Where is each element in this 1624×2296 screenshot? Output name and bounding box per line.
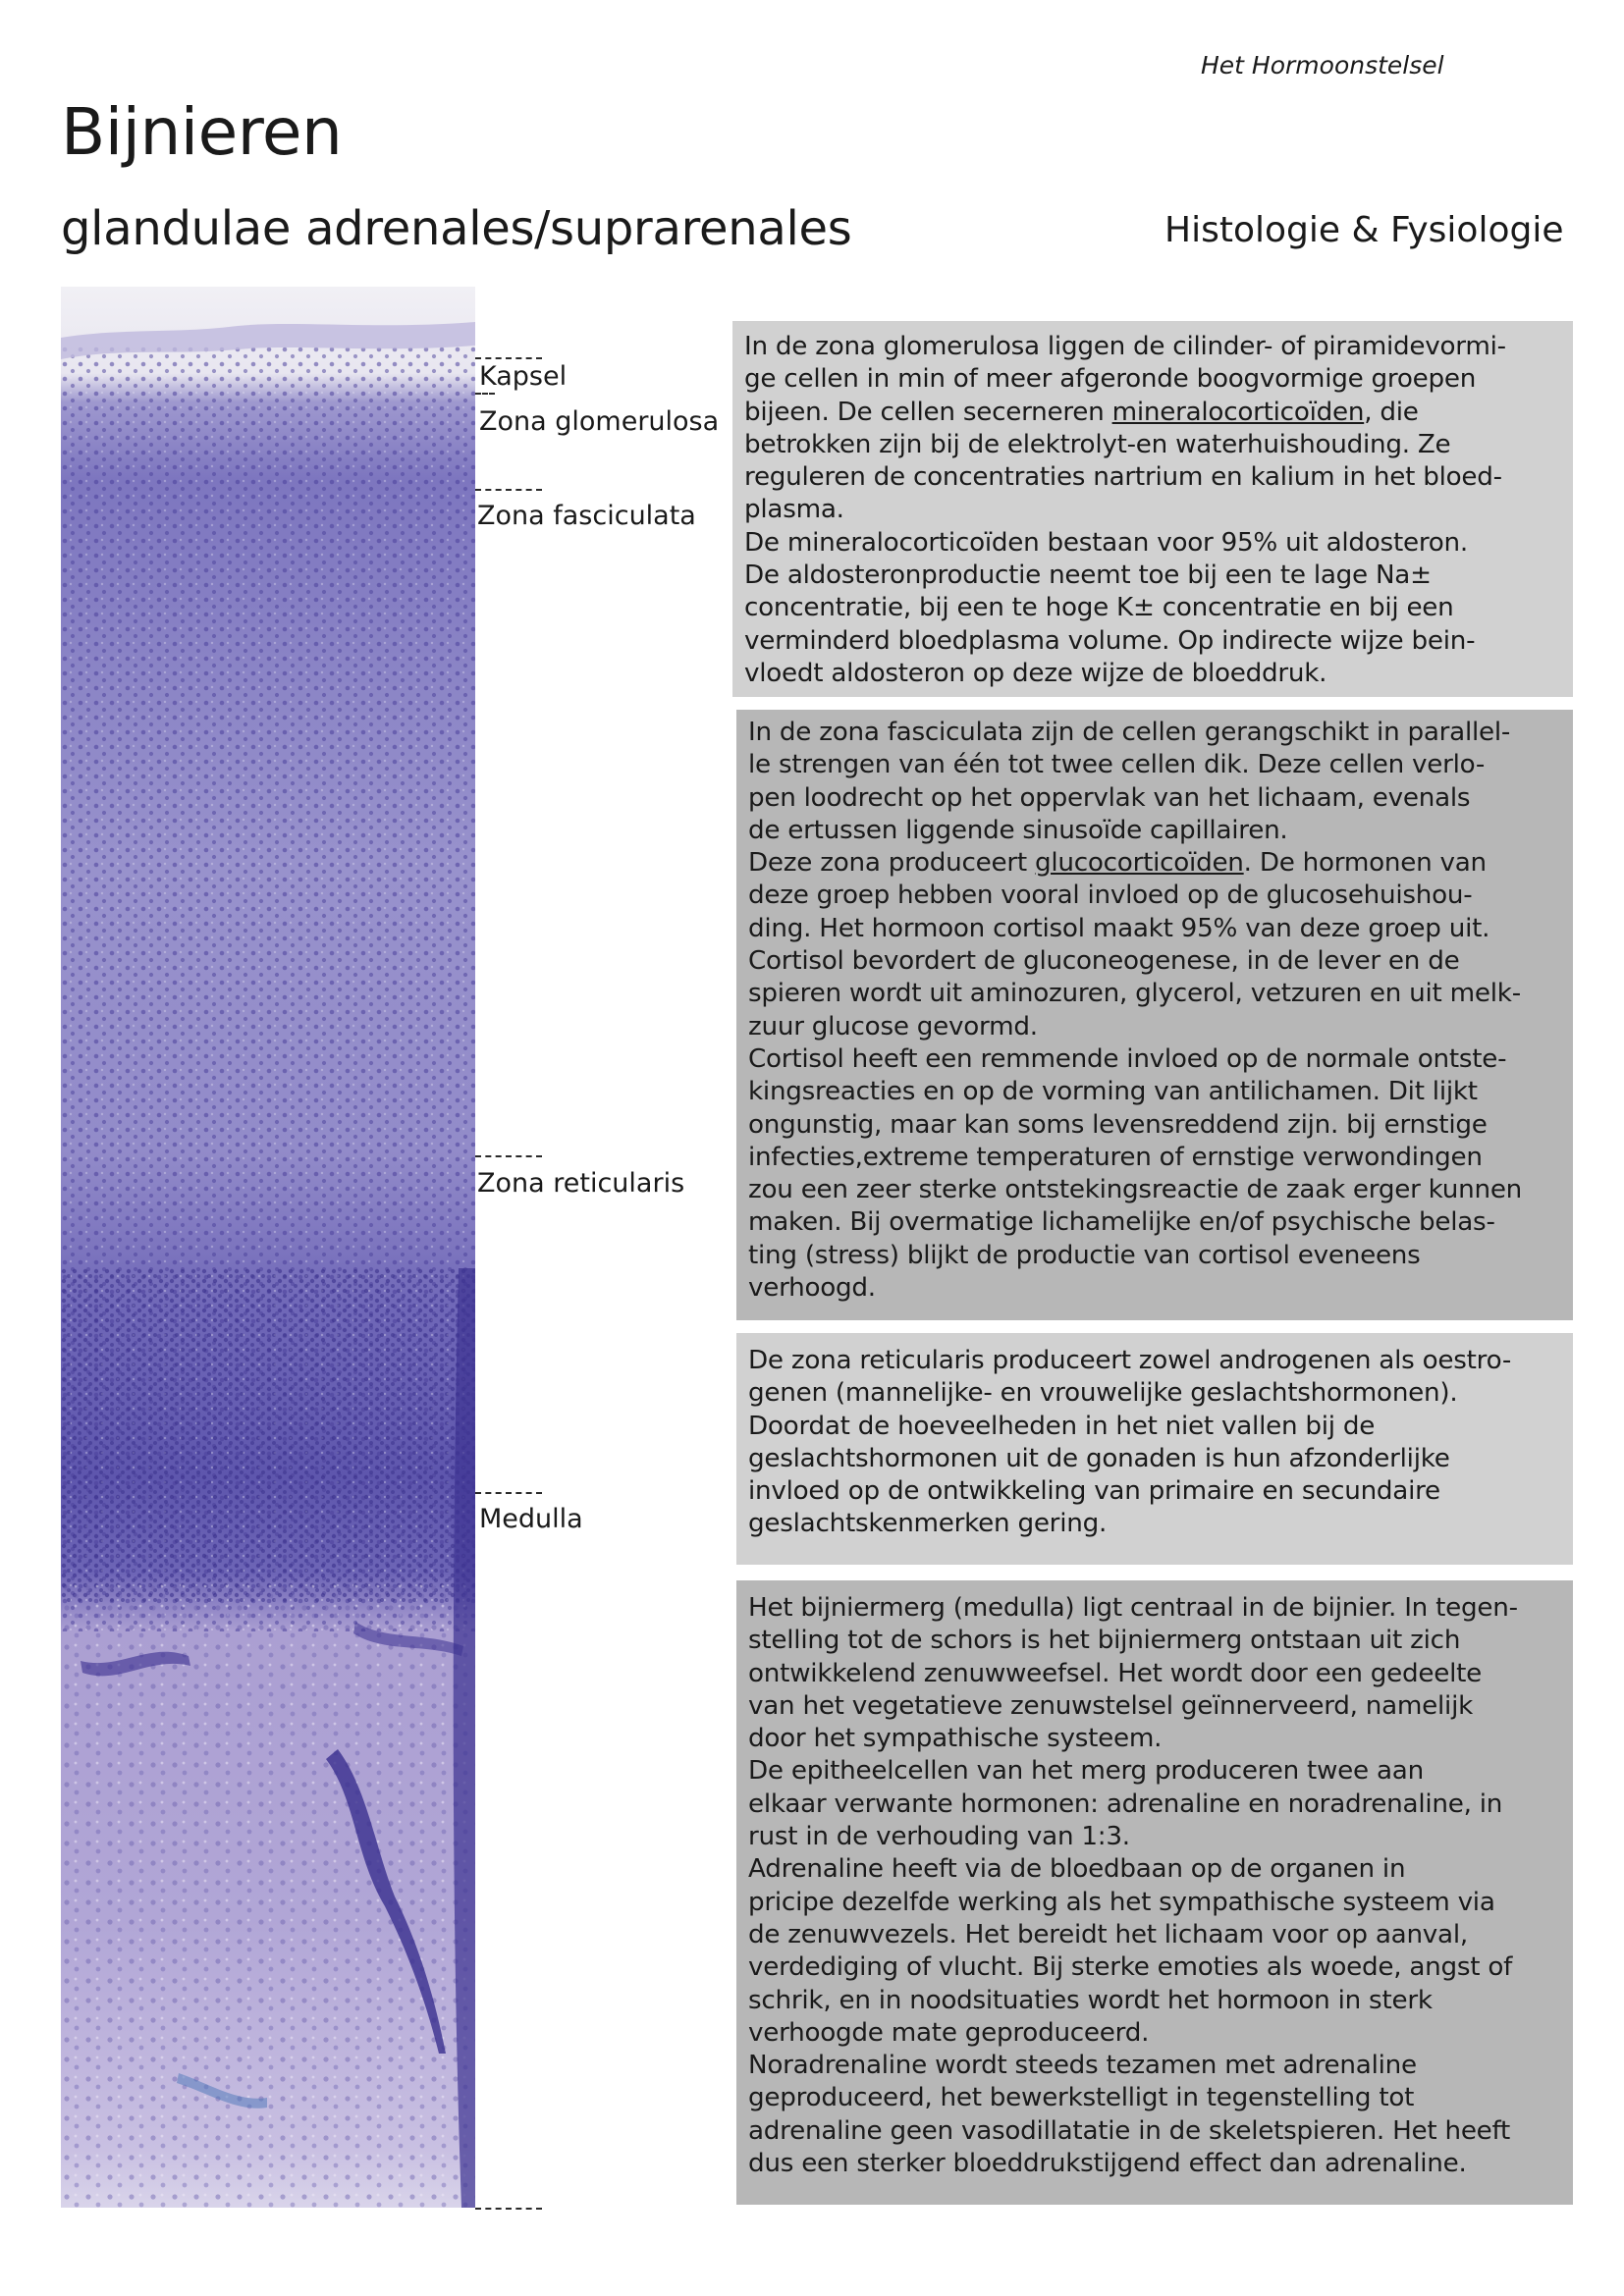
text-line: ge cellen in min of meer afgeronde boogvormige groepen <box>744 364 1477 395</box>
zone-marker-line <box>475 357 542 359</box>
text-line: de ertussen liggende sinusoïde capillairen. <box>748 815 1288 845</box>
text-line: Noradrenaline wordt steeds tezamen met adrenaline <box>748 2051 1417 2081</box>
zone-marker-line <box>475 1492 542 1494</box>
text-line: ontwikkelend zenuwweefsel. Het wordt door een gedeelte <box>748 1658 1483 1688</box>
zone-marker-line <box>475 2208 542 2210</box>
text-line: infecties,extreme temperaturen of ernstige verwondingen <box>748 1142 1483 1172</box>
text-line <box>748 847 1561 880</box>
text-line: zuur glucose gevormd. <box>748 1011 1038 1041</box>
text-line: maken. Bij overmatige lichamelijke en/of psychische belas- <box>748 1207 1495 1238</box>
text-line: ting (stress) blijkt de productie van cortisol eveneens <box>748 1240 1421 1270</box>
text-line: kingsreacties en op de vorming van antilichamen. Dit lijkt <box>748 1077 1478 1107</box>
text-line: zou een zeer sterke ontstekingsreactie de zaak erger kunnen <box>748 1175 1523 1205</box>
text-line: elkaar verwante hormonen: adrenaline en noradrenaline, in <box>748 1789 1503 1819</box>
text-line: geslachtskenmerken gering. <box>748 1509 1108 1539</box>
term-glucocorticoiden: glucocorticoïden <box>1034 848 1244 879</box>
series-title: Het Hormoonstelsel <box>1201 51 1444 80</box>
text-line: De zona reticularis produceert zowel androgenen als oestro- <box>748 1346 1512 1375</box>
text-box-fasciculata <box>736 710 1573 1320</box>
text-line: verhoogd. <box>748 1273 876 1304</box>
text-line: pen loodrecht op het oppervlak van het lichaam, evenals <box>748 782 1471 813</box>
text-line: betrokken zijn bij de elektrolyt-en waterhuishouding. Ze <box>744 429 1451 459</box>
text-line: Adrenaline heeft via de bloedbaan op de organen in <box>748 1854 1406 1885</box>
text-line: reguleren de concentraties nartrium en kalium in het bloed- <box>744 462 1502 493</box>
text-line: In de zona glomerulosa liggen de cilinder- of piramidevormi- <box>744 332 1506 361</box>
text-line: ding. Het hormoon cortisol maakt 95% van deze groep uit. <box>748 913 1490 943</box>
text-line: De mineralocorticoïden bestaan voor 95% uit aldosteron. <box>744 527 1468 558</box>
text-line: invloed op de ontwikkeling van primaire en secundaire <box>748 1476 1440 1507</box>
zone-label-fasciculata: Zona fasciculata <box>477 501 696 531</box>
text-line: De aldosteronproductie neemt toe bij een te lage Na± <box>744 561 1432 591</box>
text-box-reticularis <box>736 1333 1573 1565</box>
text-line: dus een sterker bloeddrukstijgend effect dan adrenaline. <box>748 2149 1467 2179</box>
term-mineralocorticoiden: mineralocorticoïden <box>1111 397 1365 427</box>
text-box-glomerulosa <box>732 321 1573 697</box>
zone-label-glomerulosa: Zona glomerulosa <box>479 406 720 437</box>
text-line: In de zona fasciculata zijn de cellen gerangschikt in parallel- <box>748 718 1511 747</box>
text-line: plasma. <box>744 495 844 525</box>
text-line: schrik, en in noodsituaties wordt het hormoon in sterk <box>748 1985 1433 2015</box>
text-run: Deze zona produceert <box>748 848 1035 879</box>
text-line: spieren wordt uit aminozuren, glycerol, vetzuren en uit melk- <box>748 979 1521 1009</box>
histology-micrograph <box>61 287 475 2208</box>
text-run: , die <box>1364 397 1419 427</box>
text-line: rust in de verhouding van 1:3. <box>748 1822 1130 1852</box>
text-line: verminderd bloedplasma volume. Op indirecte wijze bein- <box>744 625 1476 656</box>
text-line: stelling tot de schors is het bijniermerg ontstaan uit zich <box>748 1626 1461 1656</box>
text-line: verdediging of vlucht. Bij sterke emoties als woede, angst of <box>748 1952 1513 1983</box>
text-line: Cortisol heeft een remmende invloed op de normale ontste- <box>748 1043 1507 1074</box>
zone-label-reticularis: Zona reticularis <box>477 1168 685 1199</box>
zone-marker-line <box>475 489 542 491</box>
text-run: bijeen. De cellen secerneren <box>744 397 1112 427</box>
subject-label: Histologie & Fysiologie <box>1164 210 1564 250</box>
text-line: ongunstig, maar kan soms levensreddend zijn. bij ernstige <box>748 1109 1488 1140</box>
text-box-medulla <box>736 1580 1573 2205</box>
page-subtitle: glandulae adrenales/suprarenales <box>61 201 852 256</box>
zone-marker-line <box>475 393 495 395</box>
page-title: Bijnieren <box>61 94 343 170</box>
text-line: concentratie, bij een te hoge K± concentratie en bij een <box>744 593 1454 623</box>
micrograph-image <box>61 287 475 2208</box>
text-line: geslachtshormonen uit de gonaden is hun afzonderlijke <box>748 1443 1450 1473</box>
zone-label-kapsel: Kapsel <box>479 361 568 392</box>
text-line <box>744 397 1561 429</box>
text-line: Het bijniermerg (medulla) ligt centraal in de bijnier. In tegen- <box>748 1593 1518 1623</box>
text-line: geproduceerd, het bewerkstelligt in tegenstelling tot <box>748 2083 1415 2113</box>
text-line: de zenuwvezels. Het bereidt het lichaam voor op aanval, <box>748 1919 1468 1949</box>
text-line: deze groep hebben vooral invloed op de glucosehuishou- <box>748 881 1473 911</box>
text-line: pricipe dezelfde werking als het sympathische systeem via <box>748 1887 1495 1917</box>
text-line: le strengen van één tot twee cellen dik. Deze cellen verlo- <box>748 750 1486 780</box>
text-line: De epitheelcellen van het merg produceren twee aan <box>748 1756 1424 1787</box>
zone-label-medulla: Medulla <box>479 1504 583 1534</box>
text-line: adrenaline geen vasodillatatie in de skeletspieren. Het heeft <box>748 2115 1511 2146</box>
text-line: Doordat de hoeveelheden in het niet vallen bij de <box>748 1411 1376 1441</box>
zone-marker-line <box>475 1155 542 1157</box>
text-line: vloedt aldosteron op deze wijze de bloeddruk. <box>744 658 1327 688</box>
text-run: . De hormonen van <box>1243 848 1487 879</box>
text-line: Cortisol bevordert de gluconeogenese, in de lever en de <box>748 946 1460 977</box>
text-line: van het vegetatieve zenuwstelsel geïnnerveerd, namelijk <box>748 1690 1474 1721</box>
text-line: verhoogde mate geproduceerd. <box>748 2017 1150 2048</box>
text-line: door het sympathische systeem. <box>748 1724 1163 1754</box>
text-line: genen (mannelijke- en vrouwelijke geslachtshormonen). <box>748 1378 1458 1409</box>
